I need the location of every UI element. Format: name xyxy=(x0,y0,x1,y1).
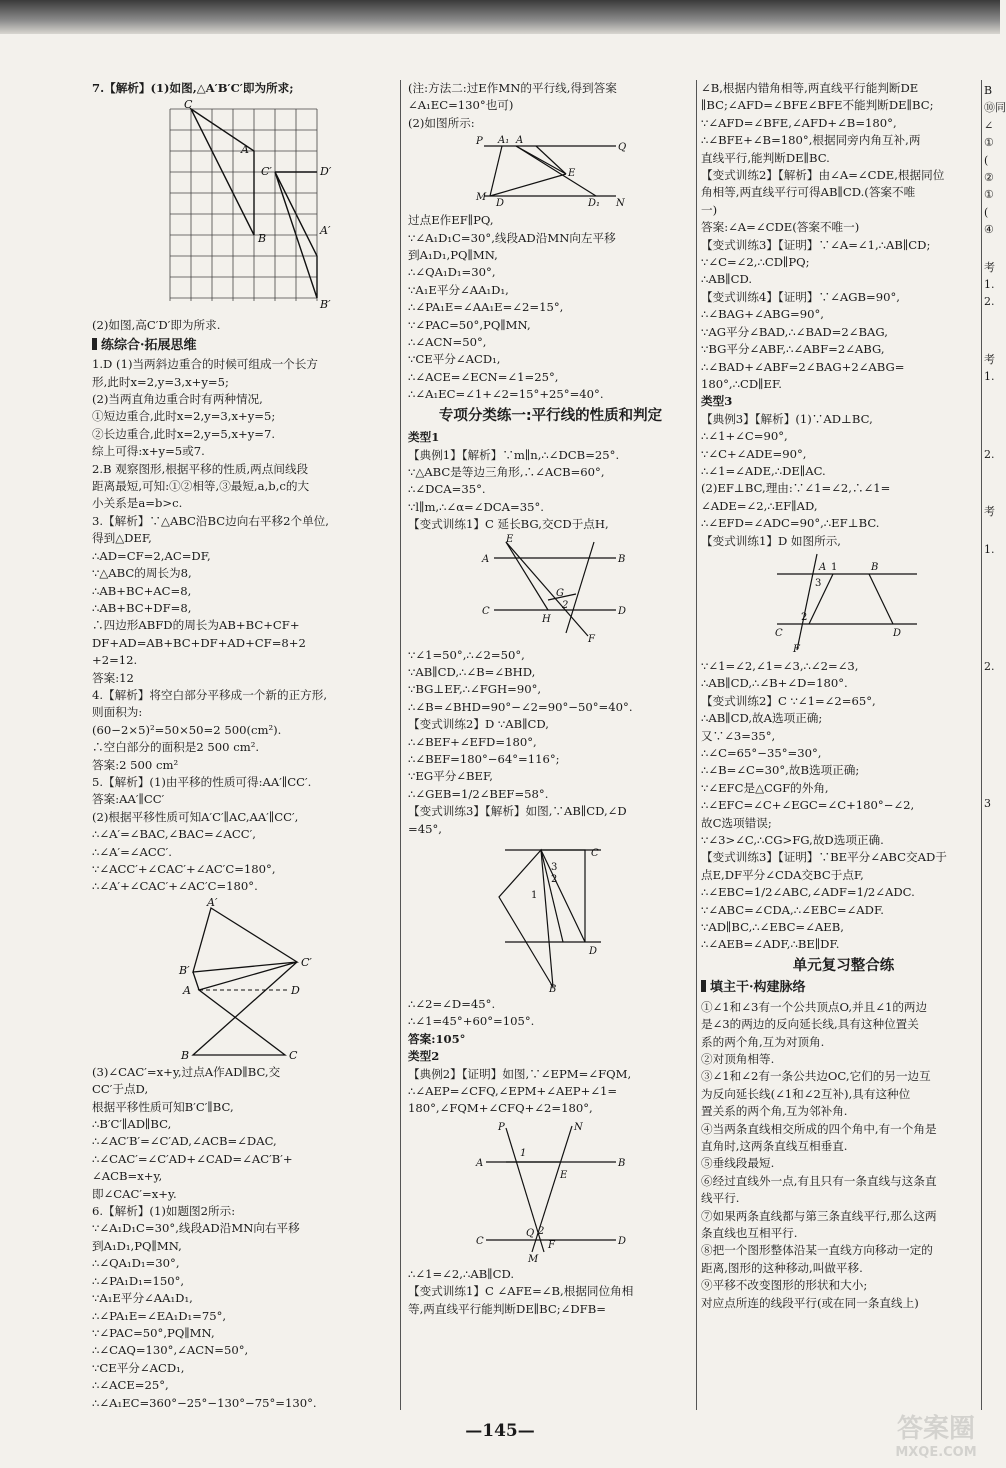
text-line: ∵∠3>∠C,∴CG>FG,故D选项正确. xyxy=(701,833,884,848)
text-line: (2)根据平移性质可知A′C′∥AC,AA′∥CC′, xyxy=(92,809,299,824)
text-line: 对应点所连的线段平行(或在同一条直线上) xyxy=(701,1295,919,1310)
text-line: ∴∠1=∠2,∴AB∥CD. xyxy=(408,1266,515,1281)
svg-text:F: F xyxy=(587,633,595,645)
text-line: ∴∠A₁EC=360°−25°−130°−75°=130°. xyxy=(92,1395,317,1410)
text-line: ∴∠DCA=35°. xyxy=(408,482,486,497)
svg-text:A: A xyxy=(515,135,523,147)
text-line: ∴∠1=45°+60°=105°. xyxy=(408,1014,535,1029)
text-line: ∵AD∥BC,∴∠EBC=∠AEB, xyxy=(701,920,844,935)
text-line: 为反向延长线(∠1和∠2互补),具有这种位 xyxy=(701,1086,911,1101)
grid-figure-triangle xyxy=(160,98,332,313)
text-line: ∵∠ABC=∠CDA,∴∠EBC=∠ADF. xyxy=(701,902,884,917)
text-line: 角相等,两直线平行可得AB∥CD.(答案不唯 xyxy=(701,185,916,200)
text-line: ⑥经过直线外一点,有且只有一条直线与这条直 xyxy=(701,1173,937,1188)
text-line: =45°, xyxy=(408,821,442,836)
text-line: ∠ xyxy=(984,118,994,132)
text-line: ⑦如果两条直线都与第三条直线平行,那么这两 xyxy=(701,1208,937,1223)
text-line: ∴∠EFD=∠ADC=90°,∴EF⊥BC. xyxy=(701,516,880,531)
text-line: (2)如图所示: xyxy=(408,115,475,130)
text-line: ∴∠BAG+∠ABG=90°, xyxy=(701,307,824,322)
text-line: ∵BG平分∠ABF,∴∠ABF=2∠ABG, xyxy=(701,342,885,357)
text-line: 过点E作EF∥PQ, xyxy=(408,213,494,228)
svg-text:M: M xyxy=(527,1253,538,1265)
text-line: ∴∠GEB=1/2∠BEF=58°. xyxy=(408,786,549,801)
column-3 xyxy=(701,80,986,1312)
section-heading: 练综合·拓展思维 xyxy=(92,337,398,354)
svg-text:N: N xyxy=(573,1121,583,1133)
text-line: ∵BG⊥EF,∴∠FGH=90°, xyxy=(408,682,542,697)
text-line: 1.D (1)当两斜边重合的时候可组成一个长方 xyxy=(92,357,318,372)
text-line: 直角时,这两条直线互相垂直. xyxy=(701,1138,848,1153)
text-line: (60−2×5)²=50×50=2 500(cm²). xyxy=(92,722,282,737)
svg-text:C: C xyxy=(289,1048,298,1062)
text-line: 又∵∠3=35°, xyxy=(701,728,776,743)
svg-text:F: F xyxy=(792,643,800,655)
text-line: 故C选项错误; xyxy=(701,815,772,830)
text-line: ∴∠QA₁D₁=30°, xyxy=(408,265,496,280)
text-line: ∴AD=CF=2,AC=DF, xyxy=(92,548,211,563)
svg-text:D: D xyxy=(617,605,626,617)
text-line: ∵∠1=50°,∴∠2=50°, xyxy=(408,647,525,662)
svg-text:E: E xyxy=(567,168,575,180)
svg-text:2: 2 xyxy=(537,1225,544,1237)
text-line: ∴∠EFC=∠C+∠EGC=∠C+180°−∠2, xyxy=(701,798,915,813)
text-line: 答案:∠A=∠CDE(答案不唯一) xyxy=(701,220,860,235)
text-line: 【变式训练4】【证明】∵∠AGB=90°, xyxy=(701,289,900,304)
svg-text:C: C xyxy=(774,627,783,639)
svg-text:3: 3 xyxy=(550,862,557,873)
text-line: ∵AB∥CD,∴∠B=∠BHD, xyxy=(408,664,536,679)
text-line: 【变式训练3】【解析】如图,∵AB∥CD,∠D xyxy=(408,804,627,819)
text-line: ∠ACB=x+y, xyxy=(92,1169,163,1184)
text-line: 直线平行,能判断DE∥BC. xyxy=(701,150,830,165)
text-line: ∴AB∥CD,故A选项正确; xyxy=(701,711,823,726)
text-line: ∴∠AEP=∠CFQ,∠EPM+∠AEP+∠1= xyxy=(408,1084,618,1099)
text-line: ∴∠2=∠D=45°. xyxy=(408,997,496,1011)
text-line: 1. xyxy=(984,278,995,292)
text-line: ∵l∥m,∴∠α=∠DCA=35°. xyxy=(408,499,544,514)
text-line: ∵△ABC是等边三角形,∴∠ACB=60°, xyxy=(408,464,605,479)
svg-text:A: A xyxy=(183,983,191,997)
text-line: 小关系是a=b>c. xyxy=(92,496,183,511)
text-line: ∴∠QA₁D₁=30°, xyxy=(92,1256,180,1271)
text-line: ∴∠AEB=∠ADF,∴BE∥DF. xyxy=(701,937,840,952)
text-line: ∴B′C′∥AD∥BC, xyxy=(92,1117,172,1132)
svg-text:A: A xyxy=(475,1157,483,1169)
svg-text:A′: A′ xyxy=(207,895,218,909)
text-line: ∴∠BEF=180°−64°=116°; xyxy=(408,751,560,766)
text-line: (2)当两直角边重合时有两种情况, xyxy=(92,392,263,407)
text-line: +2=12. xyxy=(92,653,138,668)
text-line: 【变式训练1】C 延长BG,交CD于点H, xyxy=(408,517,609,532)
text-line: ⑩同 xyxy=(984,101,1006,115)
text-line: ∠A₁EC=130°也可) xyxy=(408,98,514,113)
svg-text:B: B xyxy=(870,561,878,573)
text-line: ⑧把一个图形整体沿某一直线方向移动一定的 xyxy=(701,1243,933,1258)
text-line: ∴∠A′=∠BAC,∠BAC=∠ACC′, xyxy=(92,827,256,842)
text-line: ∥BC;∠AFD=∠BFE∠BFE不能判断DE∥BC; xyxy=(701,98,934,113)
text-line: 3.【解析】∵△ABC沿BC边向右平移2个单位, xyxy=(92,513,329,528)
text-line: (2)EF⊥BC,理由:∵∠1=∠2,∴∠1= xyxy=(701,481,891,496)
text-line: 2. xyxy=(984,295,995,309)
text-line: ①∠1和∠3有一个公共顶点O,并且∠1的两边 xyxy=(701,999,928,1014)
text-line: ②对顶角相等. xyxy=(701,1051,775,1066)
intersecting-lines-figure xyxy=(476,533,626,645)
text-line: 距离,图形的这种移动,叫做平移. xyxy=(701,1260,863,1275)
section-heading: 填主干·构建脉络 xyxy=(701,979,986,996)
svg-text:Q: Q xyxy=(617,142,626,154)
text-line: 点E,DF平分∠CDA交BC于点F, xyxy=(701,867,864,882)
text-line: 【变式训练1】C ∠AFE=∠B,根据同位角相 xyxy=(408,1284,634,1299)
text-line: ∵A₁E平分∠AA₁D₁, xyxy=(408,282,509,297)
parallel-lines-figure xyxy=(476,136,626,208)
text-line: ∵EG平分∠BEF, xyxy=(408,769,493,784)
transversal-figure xyxy=(475,1121,626,1265)
svg-text:D: D xyxy=(892,627,901,639)
text-line: 【典例2】【证明】如图,∵∠EPM=∠FQM, xyxy=(408,1066,632,1081)
text-line: 综上可得:x+y=5或7. xyxy=(92,444,205,459)
text-line: 置关系的两个角,互为邻补角. xyxy=(701,1104,848,1119)
text-line: ∵∠C+∠ADE=90°, xyxy=(701,446,807,461)
svg-text:H: H xyxy=(541,613,551,625)
text-line: ∵∠A₁D₁C=30°,线段AD沿MN向右平移 xyxy=(92,1221,300,1236)
text-line: 答案:12 xyxy=(92,670,134,685)
text-line: 答案:2 500 cm² xyxy=(92,757,179,772)
svg-text:C: C xyxy=(481,605,490,617)
text-line: ∠ADE=∠2,∴EF∥AD, xyxy=(701,498,818,513)
svg-text:E: E xyxy=(559,1169,567,1181)
svg-text:C′: C′ xyxy=(301,955,312,969)
text-line: 类型2 xyxy=(408,1049,440,1064)
svg-text:P: P xyxy=(475,136,483,148)
text-line: ∴∠ACE=∠ECN=∠1=25°, xyxy=(408,369,559,384)
svg-text:1: 1 xyxy=(830,561,837,573)
text-line: 距离最短,可知:①②相等,③最短,a,b,c的大 xyxy=(92,479,310,494)
text-line: 【变式训练1】D 如图所示, xyxy=(701,533,841,548)
svg-text:C: C xyxy=(475,1235,484,1247)
text-line: 【典例1】【解析】∵m∥n,∴∠DCB=25°. xyxy=(408,447,620,462)
svg-text:2: 2 xyxy=(800,611,807,623)
text-line: 2. xyxy=(984,447,995,461)
text-line: ∴∠C=65°−35°=30°, xyxy=(701,746,822,760)
text-line: 线平行. xyxy=(701,1191,740,1206)
text-line: ∵△ABC的周长为8, xyxy=(92,566,192,581)
text-line: 3 xyxy=(984,797,991,811)
text-line: ∴∠PA₁E=∠AA₁E=∠2=15°, xyxy=(408,300,564,315)
text-line: 180°,∠FQM+∠CFQ+∠2=180°, xyxy=(408,1101,593,1116)
svg-text:2: 2 xyxy=(550,874,557,885)
text-line: 根据平移性质可知B′C′∥BC, xyxy=(92,1099,234,1114)
text-line: 到A₁D₁,PQ∥MN, xyxy=(408,248,498,263)
text-line: 考 xyxy=(984,505,995,519)
text-line: 得到△DEF, xyxy=(92,531,152,546)
svg-text:C′: C′ xyxy=(261,165,272,179)
section-title: 单元复习整合练 xyxy=(792,957,895,974)
text-line: ⑤垂线段最短. xyxy=(701,1156,775,1171)
text-line: ∴∠BAD+∠ABF=2∠BAG+2∠ABG= xyxy=(701,359,905,374)
svg-text:B: B xyxy=(181,1048,190,1062)
text-line: ∴∠A′+∠CAC′+∠AC′C=180°. xyxy=(92,879,258,894)
text-line: ∴∠PA₁E=∠EA₁D₁=75°, xyxy=(92,1308,227,1323)
text-line: ( xyxy=(984,153,989,167)
text-line: 1. xyxy=(984,370,995,384)
text-line: ②长边重合,此时x=2,y=5,x+y=7. xyxy=(92,426,276,441)
svg-text:B′: B′ xyxy=(320,298,331,312)
svg-text:A: A xyxy=(481,553,489,565)
svg-text:C: C xyxy=(590,848,599,859)
text-line: ∴∠ACE=25°, xyxy=(92,1378,169,1393)
text-line: ∴∠BFE+∠B=180°,根据同旁内角互补,两 xyxy=(701,133,921,148)
text-line: 6.【解析】(1)如题图2所示: xyxy=(92,1204,236,1219)
svg-text:A′: A′ xyxy=(320,224,331,238)
text-line: (2)如图,高C′D′即为所求. xyxy=(92,318,221,333)
text-line: ⑨平移不改变图形的形状和大小; xyxy=(701,1278,868,1293)
text-line: ∵A₁E平分∠AA₁D₁, xyxy=(92,1291,193,1306)
text-line: ∴∠BEF+∠EFD=180°, xyxy=(408,734,537,749)
svg-text:2: 2 xyxy=(561,599,568,611)
svg-text:Q: Q xyxy=(525,1227,534,1239)
text-line: ∵∠AFD=∠BFE,∠AFD+∠B=180°, xyxy=(701,115,897,130)
text-line: ∴四边形ABFD的周长为AB+BC+CF+ xyxy=(92,618,300,633)
text-line: 考 xyxy=(984,352,995,366)
text-line: 即∠CAC′=x+y. xyxy=(92,1186,177,1201)
svg-text:D: D xyxy=(617,1235,626,1247)
svg-text:C: C xyxy=(184,98,193,112)
text-line: 答案:AA′∥CC′ xyxy=(92,792,165,807)
column-divider xyxy=(400,80,401,1410)
text-line: (注:方法二:过E作MN的平行线,得到答案 xyxy=(408,81,617,95)
text-line: ∵AG平分∠BAD,∴∠BAD=2∠BAG, xyxy=(701,324,888,339)
svg-text:D′: D′ xyxy=(320,165,332,179)
column-1 xyxy=(92,80,398,1412)
text-line: ① xyxy=(984,136,994,150)
text-line: DF+AD=AB+BC+DF+AD+CF=8+2 xyxy=(92,635,306,650)
svg-text:A: A xyxy=(241,143,249,157)
section-title: 专项分类练一:平行线的性质和判定 xyxy=(438,407,663,424)
text-line: ④当两条直线相交所成的四个角中,有一个角是 xyxy=(701,1121,937,1136)
svg-text:3: 3 xyxy=(814,577,821,589)
text-line: ∴∠ACN=50°, xyxy=(408,335,487,350)
text-line: ∵∠C=∠2,∴CD∥PQ; xyxy=(701,255,810,270)
text-line: 等,两直线平行能判断DE∥BC;∠DFB= xyxy=(408,1301,606,1316)
text-line: ∵CE平分∠ACD₁, xyxy=(92,1360,185,1375)
text-line: ∴∠PA₁D₁=150°, xyxy=(92,1273,185,1288)
watermark-logo: 答案圈 MXQE.COM xyxy=(895,1414,977,1460)
answer-page xyxy=(0,28,1006,1460)
svg-text:B: B xyxy=(617,1157,625,1169)
text-line: ② xyxy=(984,171,994,185)
text-line: ④ xyxy=(984,223,994,237)
text-line: 1. xyxy=(984,542,995,556)
text-line: CC′于点D, xyxy=(92,1082,149,1097)
text-line: ∠B,根据内错角相等,两直线平行能判断DE xyxy=(701,81,919,95)
text-line: B xyxy=(984,84,993,97)
text-line: 【典例3】【解析】(1)∵AD⊥BC, xyxy=(701,411,873,426)
text-line: 一) xyxy=(701,202,718,217)
svg-text:1: 1 xyxy=(519,1147,526,1159)
text-line: ∵∠ACC′+∠CAC′+∠AC′C=180°, xyxy=(92,862,276,876)
column-2 xyxy=(408,80,693,1318)
text-line: 是∠3的两边的反向延长线,具有这种位置关 xyxy=(701,1017,919,1032)
svg-text:E: E xyxy=(505,533,513,545)
text-line: ∴∠EBC=1/2∠ABC,∠ADF=1/2∠ADC. xyxy=(701,885,915,900)
text-line: ∵∠1=∠2,∠1=∠3,∴∠2=∠3, xyxy=(701,658,859,673)
text-line: 【变式训练3】【证明】∵BE平分∠ABC交AD于 xyxy=(701,850,947,865)
text-line: 类型1 xyxy=(408,430,440,445)
svg-text:1: 1 xyxy=(530,890,537,901)
text-line: ∴∠AC′B′=∠C′AD,∠ACB=∠DAC, xyxy=(92,1134,277,1149)
text-line: 到A₁D₁,PQ∥MN, xyxy=(92,1238,182,1253)
text-line: 【变式训练2】D ∵AB∥CD, xyxy=(408,717,549,732)
text-line: ∴∠1+∠C=90°, xyxy=(701,429,788,444)
text-line: 答案:105° xyxy=(408,1031,466,1046)
text-line: 则面积为: xyxy=(92,705,143,720)
svg-text:B′: B′ xyxy=(179,963,190,977)
text-line: ∵∠PAC=50°,PQ∥MN, xyxy=(408,317,531,332)
text-line: 4.【解析】将空白部分平移成一个新的正方形, xyxy=(92,687,328,702)
text-line: 2. xyxy=(984,659,995,673)
page-number: —145— xyxy=(465,1421,535,1441)
text-line: ∴∠1=∠ADE,∴DE∥AC. xyxy=(701,463,826,478)
svg-text:D: D xyxy=(588,946,597,957)
text-line: ∵∠EFC是△CGF的外角, xyxy=(701,780,829,795)
svg-text:F: F xyxy=(547,1239,555,1251)
svg-text:D: D xyxy=(291,983,300,997)
text-line: ∵CE平分∠ACD₁, xyxy=(408,352,501,367)
text-line: ① xyxy=(984,188,994,202)
svg-text:D₁: D₁ xyxy=(587,198,600,210)
svg-text:N: N xyxy=(615,198,625,210)
text-line: ∵∠PAC=50°,PQ∥MN, xyxy=(92,1325,215,1340)
text-line: ∴∠CAC′=∠C′AD+∠CAD=∠AC′B′+ xyxy=(92,1151,293,1166)
svg-text:B: B xyxy=(617,553,625,565)
text-line: 180°,∴CD∥EF. xyxy=(701,376,782,391)
svg-text:B: B xyxy=(548,984,556,995)
text-line: ∴AB+BC+DF=8, xyxy=(92,600,192,615)
text-line: ∵∠A₁D₁C=30°,线段AD沿MN向左平移 xyxy=(408,230,616,245)
text-line: (3)∠CAC′=x+y,过点A作AD∥BC,交 xyxy=(92,1064,281,1079)
text-line: ∴AB+BC+AC=8, xyxy=(92,583,192,598)
text-line: 7.【解析】(1)如图,△A′B′C′即为所求; xyxy=(92,81,294,95)
text-line: ①短边重合,此时x=2,y=3,x+y=5; xyxy=(92,409,276,424)
text-line: 5.【解析】(1)由平移的性质可得:AA′∥CC′. xyxy=(92,774,312,789)
text-line: ( xyxy=(984,205,989,219)
svg-text:M: M xyxy=(475,192,486,204)
text-line: 系的两个角,互为对顶角. xyxy=(701,1034,825,1049)
text-line: 类型3 xyxy=(701,394,733,409)
svg-text:A: A xyxy=(818,561,826,573)
text-line: ∴∠CAQ=130°,∠ACN=50°, xyxy=(92,1343,249,1358)
svg-text:A₁: A₁ xyxy=(497,135,509,147)
text-line: ∴∠A₁EC=∠1+∠2=15°+25°=40°. xyxy=(408,387,604,402)
text-line: ∴AB∥CD. xyxy=(701,272,753,287)
text-line: 考 xyxy=(984,260,995,274)
text-line: ∴AB∥CD,∴∠B+∠D=180°. xyxy=(701,676,848,691)
text-line: ∴∠A′=∠ACC′. xyxy=(92,844,172,859)
svg-text:P: P xyxy=(497,1121,505,1133)
text-line: 【变式训练3】【证明】∵∠A=∠1,∴AB∥CD; xyxy=(701,237,931,252)
trapezoid-figure xyxy=(769,554,919,654)
column-4-partial xyxy=(984,80,1006,813)
set-square-figure xyxy=(491,842,611,995)
column-divider xyxy=(696,80,697,1410)
svg-text:B: B xyxy=(258,232,267,246)
translation-figure xyxy=(175,895,315,1062)
text-line: ∴∠B=∠BHD=90°−∠2=90°−50°=40°. xyxy=(408,699,633,714)
svg-text:D: D xyxy=(495,198,504,210)
text-line: 条直线也互相平行. xyxy=(701,1225,798,1240)
text-line: ③∠1和∠2有一条公共边OC,它们的另一边互 xyxy=(701,1069,931,1084)
text-line: 2.B 观察图形,根据平移的性质,两点间线段 xyxy=(92,461,309,476)
text-line: ∴空白部分的面积是2 500 cm². xyxy=(92,740,260,755)
text-line: 【变式训练2】C ∵∠1=∠2=65°, xyxy=(701,693,876,708)
text-line: 【变式训练2】【解析】由∠A=∠CDE,根据同位 xyxy=(701,168,945,183)
text-line: 形,此时x=2,y=3,x+y=5; xyxy=(92,374,229,389)
svg-text:G: G xyxy=(555,587,564,599)
text-line: ∴∠B=∠C=30°,故B选项正确; xyxy=(701,763,860,778)
